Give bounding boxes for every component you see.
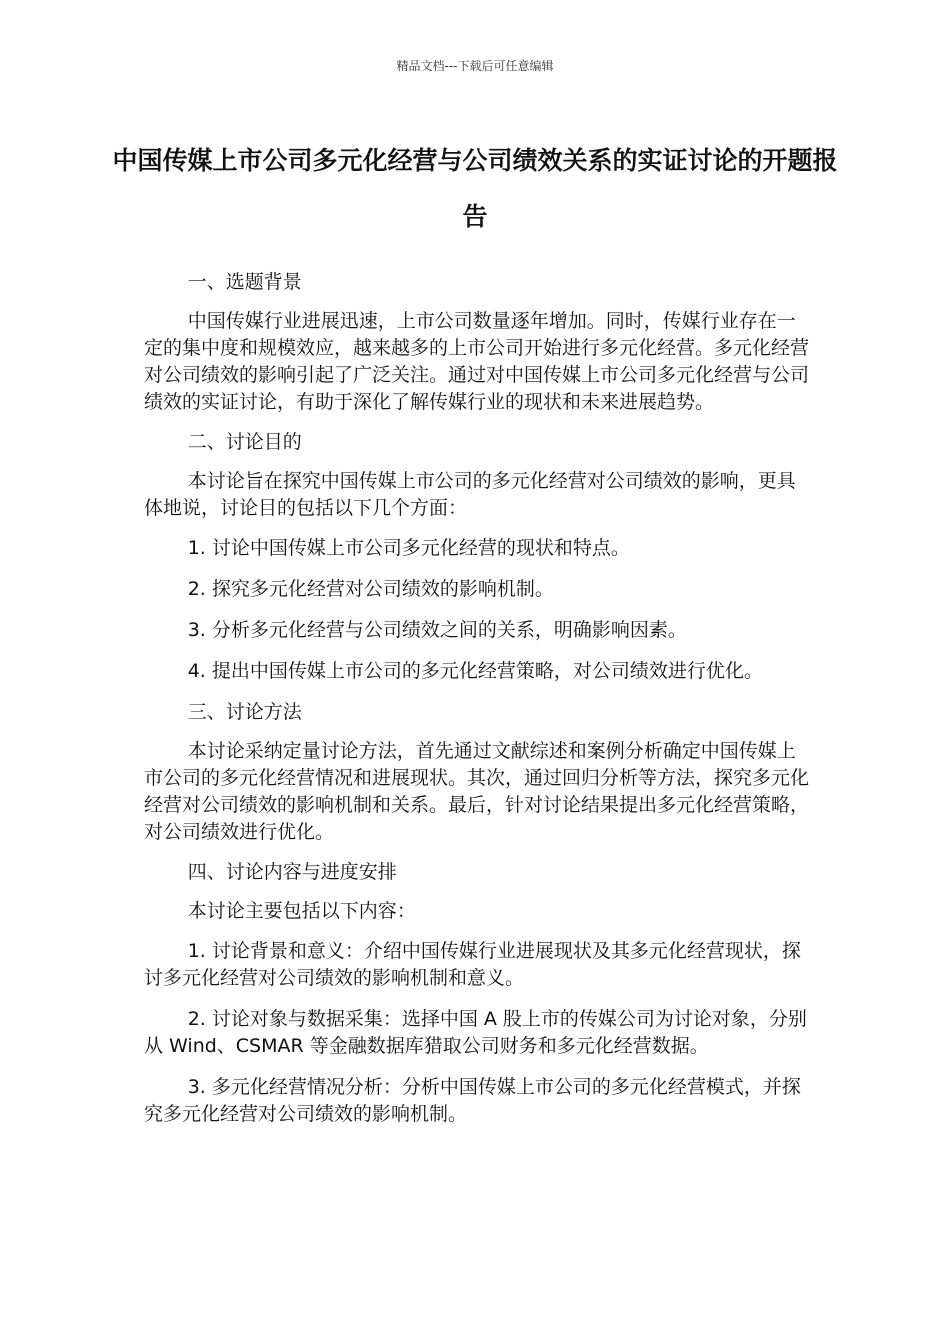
purpose-list-item-4: 4. 提出中国传媒上市公司的多元化经营策略，对公司绩效进行优化。 bbox=[187, 660, 763, 682]
purpose-list-item-2: 2. 探究多元化经营对公司绩效的影响机制。 bbox=[187, 578, 554, 600]
purpose-list-item-1: 1. 讨论中国传媒上市公司多元化经营的现状和特点。 bbox=[187, 537, 630, 559]
paragraph-background: 中国传媒行业进展迅速，上市公司数量逐年增加。同时，传媒行业存在一定的集中度和规模效应，越来越多的上市公司开始进行多元化经营。多元化经营对公司绩效的影响引起了广泛关注。通过对中国传媒上市公司多元化经营与公司绩效的实证讨论，有助于深化了解传媒行业的现状和未来进展趋势。 bbox=[144, 310, 810, 413]
content-list-item-2: 2. 讨论对象与数据采集：选择中国 A 股上市的传媒公司为讨论对象，分别从 Wind、CSMAR 等金融数据库猎取公司财务和多元化经营数据。 bbox=[144, 1008, 807, 1057]
content-list-item-3: 3. 多元化经营情况分析：分析中国传媒上市公司的多元化经营模式，并探究多元化经营对公司绩效的影响机制。 bbox=[144, 1076, 801, 1125]
section-heading-background: 一、选题背景 bbox=[187, 271, 302, 293]
purpose-list-item-3: 3. 分析多元化经营与公司绩效之间的关系，明确影响因素。 bbox=[187, 619, 687, 641]
section-heading-purpose: 二、讨论目的 bbox=[187, 431, 302, 453]
content-list-item-1: 1. 讨论背景和意义：介绍中国传媒行业进展现状及其多元化经营现状，探讨多元化经营对公司绩效的影响机制和意义。 bbox=[144, 940, 801, 989]
section-heading-method: 三、讨论方法 bbox=[187, 701, 302, 723]
section-heading-content-schedule: 四、讨论内容与进度安排 bbox=[187, 861, 397, 883]
paragraph-method: 本讨论采纳定量讨论方法，首先通过文献综述和案例分析确定中国传媒上市公司的多元化经营情况和进展现状。其次，通过回归分析等方法，探究多元化经营对公司绩效的影响机制和关系。最后，针对讨论结果提出多元化经营策略，对公司绩效进行优化。 bbox=[144, 740, 810, 843]
page-header-note: 精品文档---下载后可任意编辑 bbox=[396, 59, 554, 73]
paragraph-purpose-intro: 本讨论旨在探究中国传媒上市公司的多元化经营对公司绩效的影响，更具体地说，讨论目的包括以下几个方面： bbox=[144, 470, 796, 519]
paragraph-content-intro: 本讨论主要包括以下内容： bbox=[187, 900, 416, 922]
document-title: 中国传媒上市公司多元化经营与公司绩效关系的实证讨论的开题报告 bbox=[112, 146, 838, 231]
document-body bbox=[144, 269, 809, 1142]
